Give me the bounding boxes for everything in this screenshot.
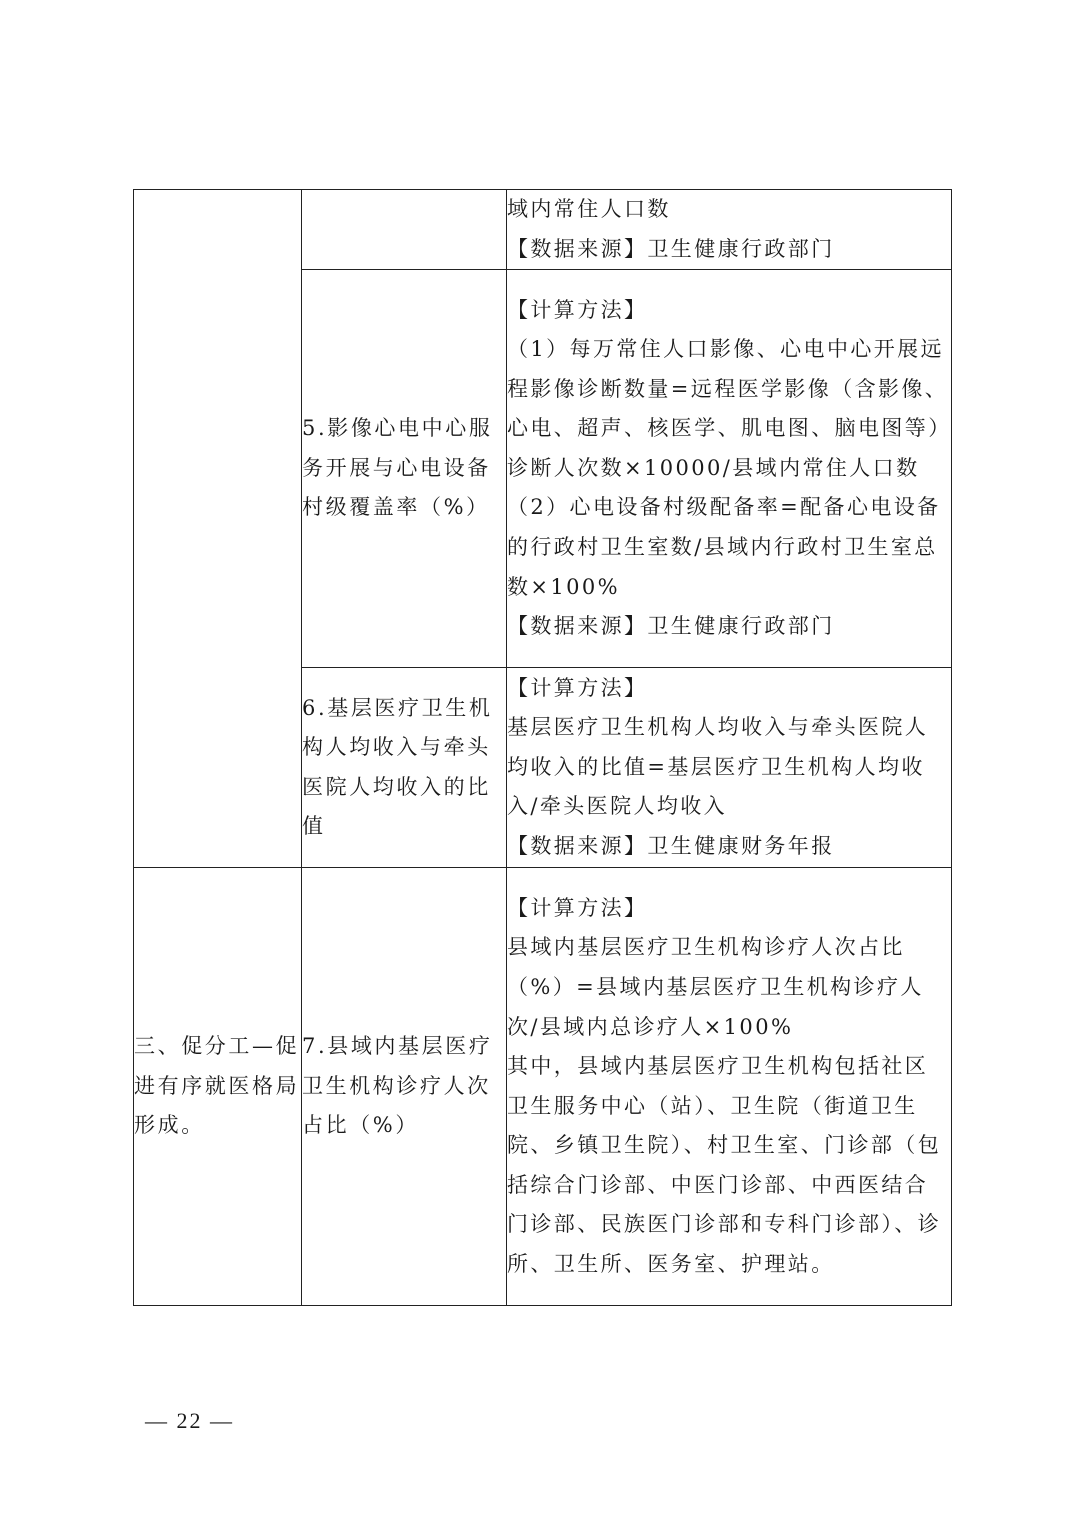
method-text: 域内常住人口数 【数据来源】卫生健康行政部门	[507, 197, 835, 261]
table-row	[134, 190, 952, 270]
category-cell	[134, 868, 302, 1306]
method-cell	[507, 270, 952, 668]
indicator-name-cell	[302, 270, 507, 668]
method-text: 【计算方法】 县域内基层医疗卫生机构诊疗人次占比（%）=县域内基层医疗卫生机构诊疗人次/县域内总诊疗人×100% 其中，县域内基层医疗卫生机构包括社区卫生服务中心（站）、卫生院（街道卫生院、乡镇卫生院）、村卫生室、门诊部（包括综合门诊部、中医门诊部、中西医结合门诊部、民族医门诊部和专科门诊部）、诊所、卫生所、医务室、护理站。	[507, 895, 942, 1277]
page-number: — 22 —	[145, 1408, 234, 1433]
category-cell	[134, 190, 302, 868]
indicator-table	[133, 189, 952, 1306]
indicator-name: 7.县域内基层医疗卫生机构诊疗人次占比（%）	[302, 1034, 493, 1138]
indicator-name-cell	[302, 868, 507, 1306]
method-cell	[507, 190, 952, 270]
method-cell	[507, 668, 952, 868]
indicator-name: 5.影像心电中心服务开展与心电设备村级覆盖率（%）	[302, 416, 493, 520]
method-text: 【计算方法】 基层医疗卫生机构人均收入与牵头医院人均收入的比值=基层医疗卫生机构人均收入/牵头医院人均收入 【数据来源】卫生健康财务年报	[507, 675, 929, 859]
method-cell	[507, 868, 952, 1306]
method-text: 【计算方法】 （1）每万常住人口影像、心电中心开展远程影像诊断数量=远程医学影像（含影像、心电、超声、核医学、肌电图、脑电图等）诊断人次数×10000/县域内常住人口数 （2）心电设备村级配备率=配备心电设备的行政村卫生室数/县域内行政村卫生室总数×100% 【数据来源】卫生健康行政部门	[507, 297, 949, 639]
indicator-name: 6.基层医疗卫生机构人均收入与牵头医院人均收入的比值	[302, 695, 493, 839]
category-text: 三、促分工—促进有序就医格局形成。	[134, 1034, 300, 1138]
indicator-name-cell	[302, 668, 507, 868]
table-row	[134, 868, 952, 1306]
indicator-name-cell	[302, 190, 507, 270]
